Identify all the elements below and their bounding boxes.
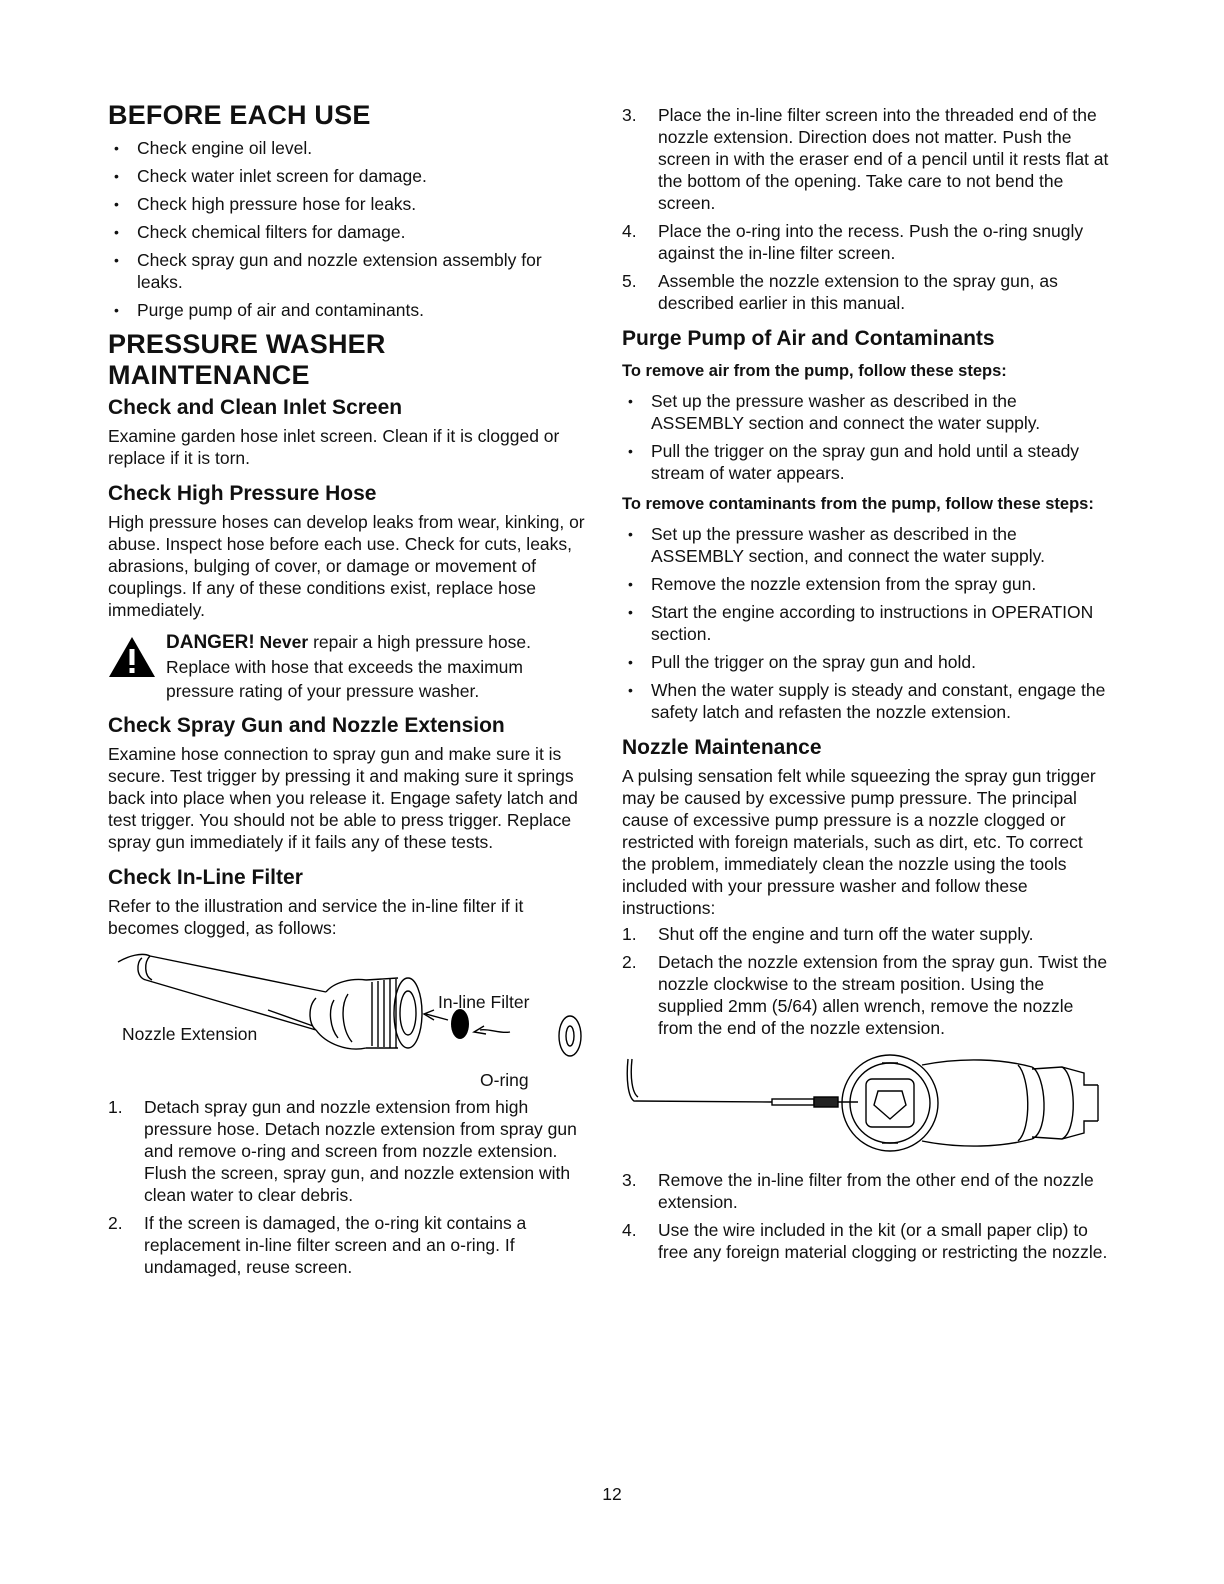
inlet-text: Examine garden hose inlet screen. Clean if it is clogged or replace if it is torn.	[108, 426, 560, 468]
inline-filter-label: In-line Filter	[438, 992, 530, 1012]
inline-filter-heading: Check In-Line Filter	[108, 866, 303, 889]
list-item: 3. Place the in-line filter screen into the threaded end of the nozzle extension. Direction does not matter. Push the screen in with the eraser end of a pencil until it rests flat at the bottom of the opening. Take care to not bend the screen.	[622, 105, 1109, 213]
danger-callout	[108, 630, 588, 703]
list-item: 2. Detach the nozzle extension from the spray gun. Twist the nozzle clockwise to the stream position. Using the supplied 2mm (5/64) allen wrench, remove the nozzle from the end of the nozzle extension.	[622, 952, 1108, 1038]
spray-gun-heading: Check Spray Gun and Nozzle Extension	[108, 714, 505, 737]
nozzle-drawing	[622, 1045, 1110, 1169]
list-item: • Pull the trigger on the spray gun and hold.	[622, 651, 1110, 673]
before-each-use-list	[108, 137, 588, 321]
nozzle-illustration	[622, 1045, 1110, 1169]
purge-air-steps	[622, 390, 1110, 484]
nozzle-extension-label: Nozzle Extension	[122, 1024, 258, 1044]
page-number: 12	[602, 1484, 622, 1504]
purge-heading: Purge Pump of Air and Contaminants	[622, 327, 995, 350]
hose-text: High pressure hoses can develop leaks from wear, kinking, or abuse. Inspect hose before each use. Check for cuts, leaks, abrasions, bulging of cover, or damage or movement of couplings. If any of these conditions exist, replace hose immediately.	[108, 512, 585, 620]
inline-filter-steps-left	[108, 1096, 588, 1278]
purge-contaminants-intro: To remove contaminants from the pump, follow these steps:	[622, 495, 1094, 513]
maintenance-title-line1: PRESSURE WASHER	[108, 329, 386, 359]
spray-gun-text: Examine hose connection to spray gun and make sure it is secure. Test trigger by pressing it and making sure it springs back into place when you release it. Engage safety latch and test trigger. You should not be able to press trigger. Replace spray gun immediately if it fails any of these tests.	[108, 744, 578, 852]
purge-air-intro: To remove air from the pump, follow these steps:	[622, 362, 1007, 380]
maintenance-title	[108, 329, 588, 391]
inline-filter-text: Refer to the illustration and service the in-line filter if it becomes clogged, as follows:	[108, 896, 524, 938]
list-item: • Check water inlet screen for damage.	[108, 165, 588, 187]
list-item: • Check spray gun and nozzle extension assembly for leaks.	[108, 249, 588, 293]
danger-never: Never	[259, 632, 309, 652]
warning-triangle-icon	[108, 636, 156, 678]
before-each-use-title: BEFORE EACH USE	[108, 100, 371, 130]
list-item: 3. Remove the in-line filter from the other end of the nozzle extension.	[622, 1170, 1094, 1212]
hose-heading: Check High Pressure Hose	[108, 482, 377, 505]
nozzle-steps-b	[622, 1169, 1110, 1263]
list-item: 1. Shut off the engine and turn off the water supply.	[622, 924, 1034, 944]
inline-filter-illustration	[108, 948, 588, 1096]
maintenance-title-line2: MAINTENANCE	[108, 360, 310, 390]
nozzle-steps-a	[622, 923, 1110, 1039]
left-column	[108, 100, 588, 1284]
inline-filter-steps-right	[622, 104, 1110, 314]
list-item: • Check chemical filters for damage.	[108, 221, 588, 243]
danger-label: DANGER!	[166, 632, 255, 653]
list-item: • Check engine oil level.	[108, 137, 588, 159]
list-item: • Purge pump of air and contaminants.	[108, 299, 588, 321]
oring-label: O-ring	[480, 1070, 529, 1090]
list-item: 4. Place the o-ring into the recess. Push the o-ring snugly against the in-line filter screen.	[622, 221, 1084, 263]
list-item: 5. Assemble the nozzle extension to the spray gun, as described earlier in this manual.	[622, 271, 1058, 313]
inlet-heading: Check and Clean Inlet Screen	[108, 396, 403, 419]
list-item: • Remove the nozzle extension from the spray gun.	[622, 573, 1110, 595]
list-item: • Start the engine according to instructions in OPERATION section.	[622, 601, 1110, 645]
list-item: • When the water supply is steady and constant, engage the safety latch and refasten the nozzle extension.	[622, 679, 1110, 723]
danger-text: repair a high pressure hose. Replace with hose that exceeds the maximum pressure rating of your pressure washer.	[166, 632, 531, 701]
purge-contaminants-steps	[622, 523, 1110, 723]
list-item: • Check high pressure hose for leaks.	[108, 193, 588, 215]
list-item: 4. Use the wire included in the kit (or a small paper clip) to free any foreign material clogging or restricting the nozzle.	[622, 1220, 1108, 1262]
nozzle-text: A pulsing sensation felt while squeezing the spray gun trigger may be caused by excessive pump pressure. The principal cause of excessive pump pressure is a nozzle clogged or restricted with foreign materials, such as dirt, etc. To correct the problem, immediately clean the nozzle using the tools included with your pressure washer and follow these instructions:	[622, 766, 1096, 918]
list-item: 1. Detach spray gun and nozzle extension from high pressure hose. Detach nozzle extension from spray gun and remove o-ring and screen from nozzle extension. Flush the screen, spray gun, and nozzle extension with clean water to clear debris.	[108, 1097, 577, 1205]
right-column	[622, 104, 1110, 1269]
list-item: • Set up the pressure washer as described in the ASSEMBLY section, and connect the water supply.	[622, 523, 1110, 567]
list-item: • Pull the trigger on the spray gun and hold until a steady stream of water appears.	[622, 440, 1110, 484]
list-item: • Set up the pressure washer as described in the ASSEMBLY section and connect the water supply.	[622, 390, 1110, 434]
list-item: 2. If the screen is damaged, the o-ring kit contains a replacement in-line filter screen and an o-ring. If undamaged, reuse screen.	[108, 1213, 527, 1277]
nozzle-heading: Nozzle Maintenance	[622, 736, 822, 759]
